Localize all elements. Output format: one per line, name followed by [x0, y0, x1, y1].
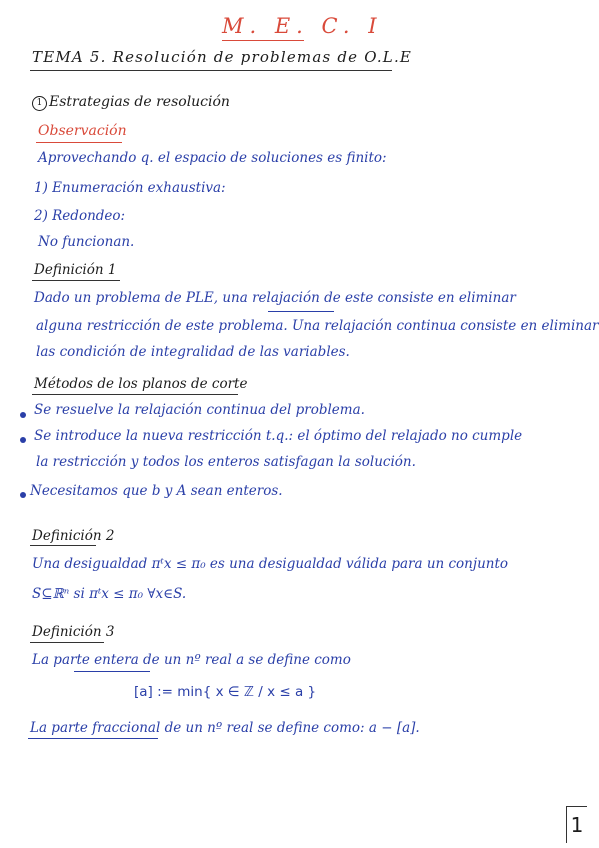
section-number: 1: [32, 96, 47, 111]
methods-bullet-continuation: la restricción y todos los enteros satisfagan la solución.: [36, 454, 416, 470]
topic-title-underline: [30, 70, 392, 71]
methods-bullet: Se resuelve la relajación continua del problema.: [34, 402, 365, 418]
observation-line: 2) Redondeo:: [34, 208, 126, 224]
methods-underline: [32, 394, 238, 395]
observation-underline: [36, 142, 122, 143]
definition-3-line: La parte fraccional de un nº real se define como: a − [a].: [30, 720, 420, 736]
methods-bullet: Se introduce la nueva restricción t.q.: el óptimo del relajado no cumple: [34, 428, 523, 444]
methods-label: Métodos de los planos de corte: [34, 376, 248, 392]
definition-2-label: Definición 2: [32, 528, 115, 544]
course-title: M. E. C. I: [222, 14, 383, 38]
course-title-underline: [222, 40, 304, 41]
floor-formula: [a] := min{ x ∈ ℤ / x ≤ a }: [134, 684, 317, 700]
methods-bullet: Necesitamos que b y A sean enteros.: [30, 483, 283, 499]
definition-1-line: las condición de integralidad de las variables.: [36, 344, 350, 360]
definition-1-underline: [32, 280, 120, 281]
bullet-dot: [20, 437, 26, 443]
definition-3-label: Definición 3: [32, 624, 115, 640]
relajacion-underline: [268, 311, 334, 312]
observation-label: Observación: [38, 123, 127, 139]
definition-1-line: Dado un problema de PLE, una relajación de este consiste en eliminar: [34, 290, 516, 306]
definition-1-line: alguna restricción de este problema. Una relajación continua consiste en eliminar: [36, 318, 599, 334]
definition-3-line: La parte entera de un nº real a se define como: [32, 652, 351, 668]
definition-2-underline: [30, 545, 96, 546]
definition-1-label: Definición 1: [34, 262, 117, 278]
page-number: 1: [566, 806, 587, 843]
parte-fraccional-underline: [28, 738, 158, 739]
section-title: Estrategias de resolución: [49, 94, 230, 110]
observation-line: Aprovechando q. el espacio de soluciones es finito:: [38, 150, 387, 166]
section-heading: [32, 94, 230, 111]
topic-title: TEMA 5. Resolución de problemas de O.L.E: [32, 48, 413, 66]
bullet-dot: [20, 412, 26, 418]
observation-line: 1) Enumeración exhaustiva:: [34, 180, 226, 196]
definition-2-line: S⊆ℝⁿ si πᵗx ≤ π₀ ∀x∈S.: [32, 586, 187, 602]
observation-line: No funcionan.: [38, 234, 135, 250]
definition-2-line: Una desigualdad πᵗx ≤ π₀ es una desigualdad válida para un conjunto: [32, 556, 509, 572]
parte-entera-underline: [74, 671, 150, 672]
definition-3-underline: [30, 642, 104, 643]
bullet-dot: [20, 492, 26, 498]
